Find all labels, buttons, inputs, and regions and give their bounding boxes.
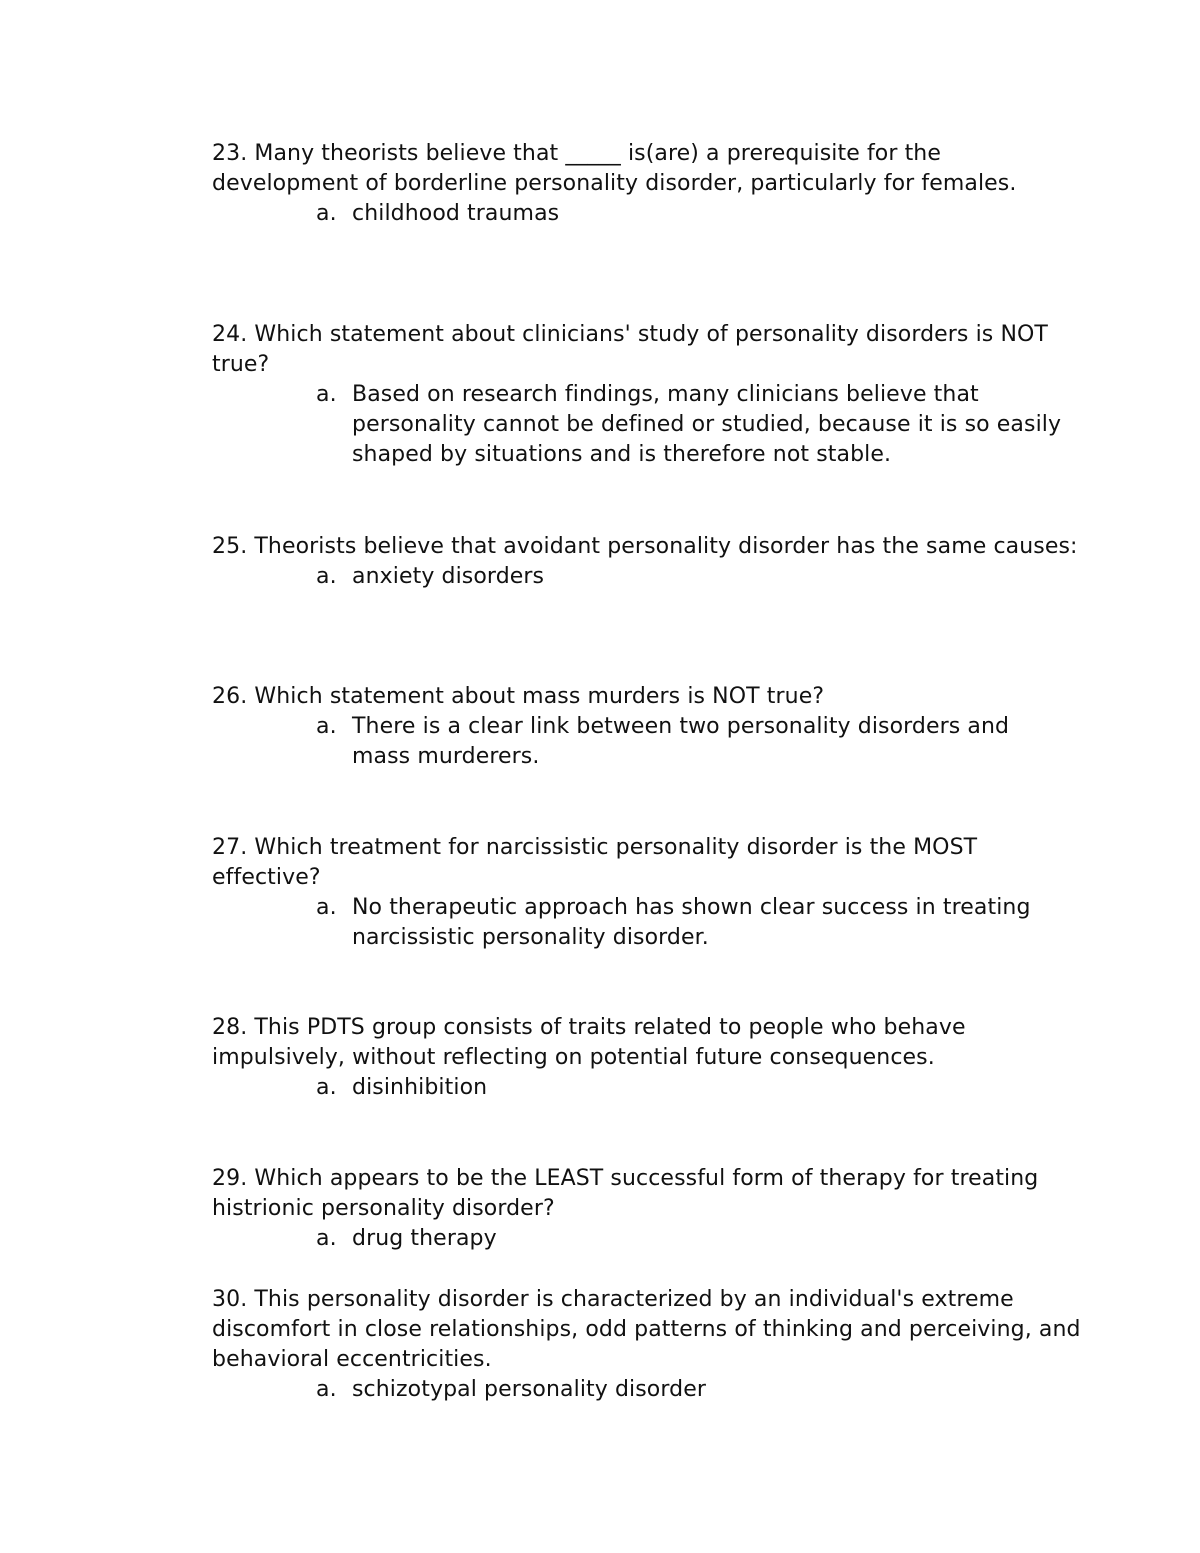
question-prompt: Which statement about mass murders is NOT true?	[254, 684, 825, 709]
question-number: 25.	[212, 534, 248, 559]
answer-letter: a.	[316, 1377, 337, 1402]
answer-option	[316, 1073, 1082, 1103]
question-number: 28.	[212, 1015, 248, 1040]
answer-option	[316, 199, 1082, 229]
question-prompt: This personality disorder is characterized by an individual's extreme discomfort in close relationships, odd patterns of thinking and perceiving, and behavioral eccentricities.	[212, 1287, 1088, 1372]
answer-letter: a.	[316, 1226, 337, 1251]
answer-letter: a.	[316, 201, 337, 226]
answer-text: anxiety disorders	[352, 564, 545, 589]
answer-text: No therapeutic approach has shown clear success in treating narcissistic personality disorder.	[352, 895, 1031, 950]
question-prompt: This PDTS group consists of traits related to people who behave impulsively, without reflecting on potential future consequences.	[212, 1015, 973, 1070]
question-25	[212, 532, 1082, 592]
answer-text: Based on research findings, many clinicians believe that personality cannot be defined or studied, because it is so easily shaped by situations and is therefore not stable.	[352, 382, 1062, 467]
question-24	[212, 320, 1082, 470]
question-29	[212, 1164, 1082, 1254]
answer-letter: a.	[316, 714, 337, 739]
question-text	[212, 1285, 1088, 1375]
question-number: 30.	[212, 1287, 248, 1312]
answer-option	[316, 712, 1082, 772]
answer-option	[316, 562, 1082, 592]
question-number: 26.	[212, 684, 248, 709]
question-30	[212, 1285, 1088, 1405]
question-23	[212, 139, 1082, 229]
question-27	[212, 833, 1082, 953]
answer-letter: a.	[316, 382, 337, 407]
answer-option	[316, 380, 1082, 470]
question-number: 29.	[212, 1166, 248, 1191]
answer-text: drug therapy	[352, 1226, 497, 1251]
question-28	[212, 1013, 1082, 1103]
question-text	[212, 139, 1082, 199]
question-prompt: Theorists believe that avoidant personality disorder has the same causes:	[254, 534, 1078, 559]
question-number: 23.	[212, 141, 248, 166]
question-26	[212, 682, 1082, 772]
question-number: 27.	[212, 835, 248, 860]
question-number: 24.	[212, 322, 248, 347]
question-text	[212, 682, 1082, 712]
question-text	[212, 833, 1082, 893]
answer-text: schizotypal personality disorder	[352, 1377, 706, 1402]
question-prompt: Which statement about clinicians' study of personality disorders is NOT true?	[212, 322, 1056, 377]
question-text	[212, 320, 1082, 380]
question-prompt: Many theorists believe that _____ is(are) a prerequisite for the development of borderline personality disorder, particularly for females.	[212, 141, 1017, 196]
answer-text: disinhibition	[352, 1075, 488, 1100]
question-prompt: Which appears to be the LEAST successful form of therapy for treating histrionic personality disorder?	[212, 1166, 1046, 1221]
answer-option	[316, 1375, 1082, 1405]
answer-letter: a.	[316, 1075, 337, 1100]
answer-option	[316, 1224, 1082, 1254]
question-text	[212, 1013, 1082, 1073]
answer-text: There is a clear link between two personality disorders and mass murderers.	[352, 714, 1010, 769]
question-prompt: Which treatment for narcissistic personality disorder is the MOST effective?	[212, 835, 985, 890]
question-text	[212, 1164, 1082, 1224]
answer-option	[316, 893, 1082, 953]
answer-letter: a.	[316, 564, 337, 589]
question-text	[212, 532, 1082, 562]
answer-text: childhood traumas	[352, 201, 560, 226]
answer-letter: a.	[316, 895, 337, 920]
